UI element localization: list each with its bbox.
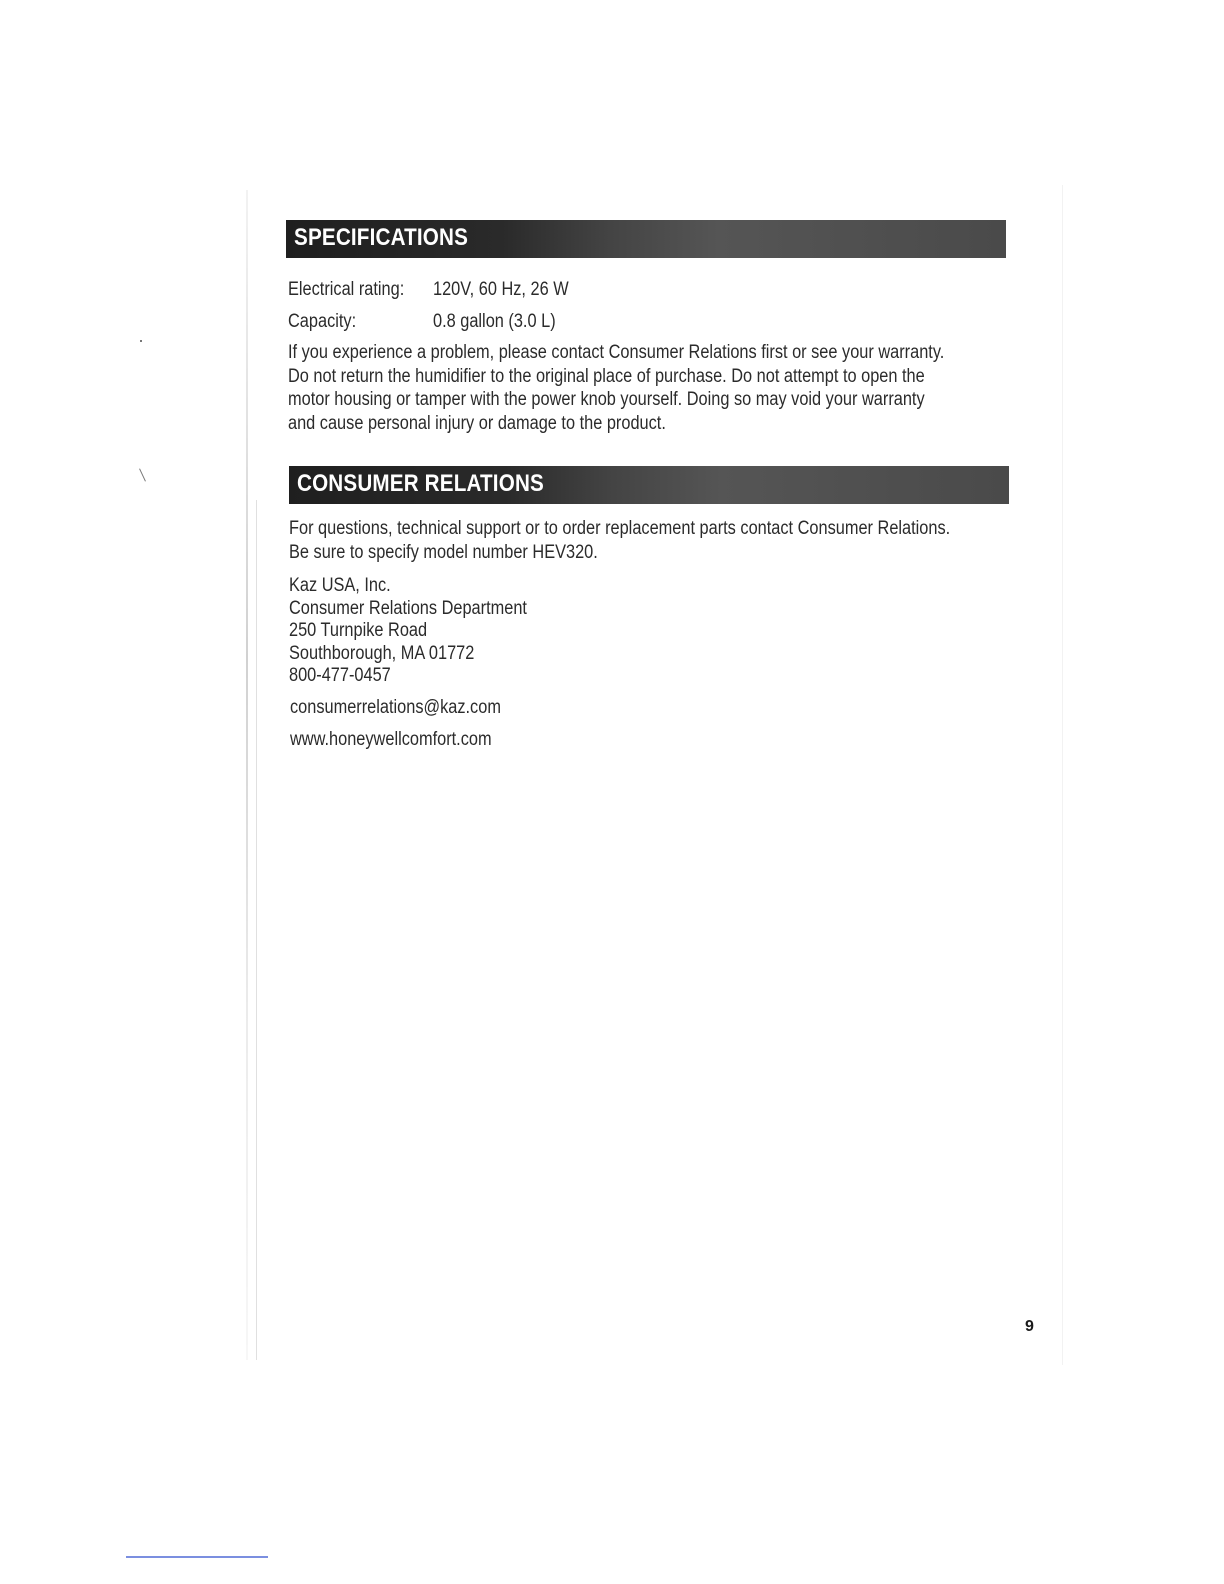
paragraph-line: and cause personal injury or damage to the product. bbox=[288, 412, 666, 434]
address-department: Consumer Relations Department bbox=[289, 597, 527, 619]
consumer-relations-header bbox=[289, 466, 1009, 504]
intro-line: Be sure to specify model number HEV320. bbox=[289, 541, 598, 563]
specifications-header bbox=[286, 220, 1006, 258]
electrical-rating-label: Electrical rating: bbox=[288, 279, 405, 300]
address-phone: 800-477-0457 bbox=[289, 665, 391, 686]
scan-speck bbox=[140, 340, 142, 342]
capacity-label: Capacity: bbox=[288, 311, 357, 332]
intro-line: For questions, technical support or to order replacement parts contact Consumer Relations. bbox=[289, 518, 951, 539]
paragraph-line: Do not return the humidifier to the original place of purchase. Do not attempt to open the bbox=[288, 365, 925, 387]
email-address: consumerrelations@kaz.com bbox=[290, 697, 501, 718]
electrical-rating-value: 120V, 60 Hz, 26 W bbox=[433, 279, 569, 300]
consumer-relations-heading: CONSUMER RELATIONS bbox=[297, 470, 544, 497]
scan-speck bbox=[139, 468, 146, 481]
page-number: 9 bbox=[1025, 1318, 1034, 1335]
website-address: www.honeywellcomfort.com bbox=[290, 729, 492, 750]
capacity-value: 0.8 gallon (3.0 L) bbox=[433, 311, 556, 332]
paragraph-line: motor housing or tamper with the power knob yourself. Doing so may void your warranty bbox=[288, 389, 925, 410]
address-company: Kaz USA, Inc. bbox=[289, 575, 391, 596]
paragraph-line: If you experience a problem, please contact Consumer Relations first or see your warranty. bbox=[288, 342, 945, 363]
scan-edge-left bbox=[246, 190, 248, 1360]
scan-artifact-bottom bbox=[126, 1556, 268, 1558]
scan-edge-left-inner bbox=[256, 500, 257, 1360]
specifications-paragraph bbox=[288, 341, 1051, 435]
address-street: 250 Turnpike Road bbox=[289, 620, 428, 641]
address-city: Southborough, MA 01772 bbox=[289, 642, 475, 664]
consumer-relations-intro bbox=[289, 517, 1058, 564]
scan-edge-right bbox=[1062, 185, 1063, 1365]
specifications-heading: SPECIFICATIONS bbox=[294, 224, 469, 251]
address-block bbox=[289, 575, 566, 688]
